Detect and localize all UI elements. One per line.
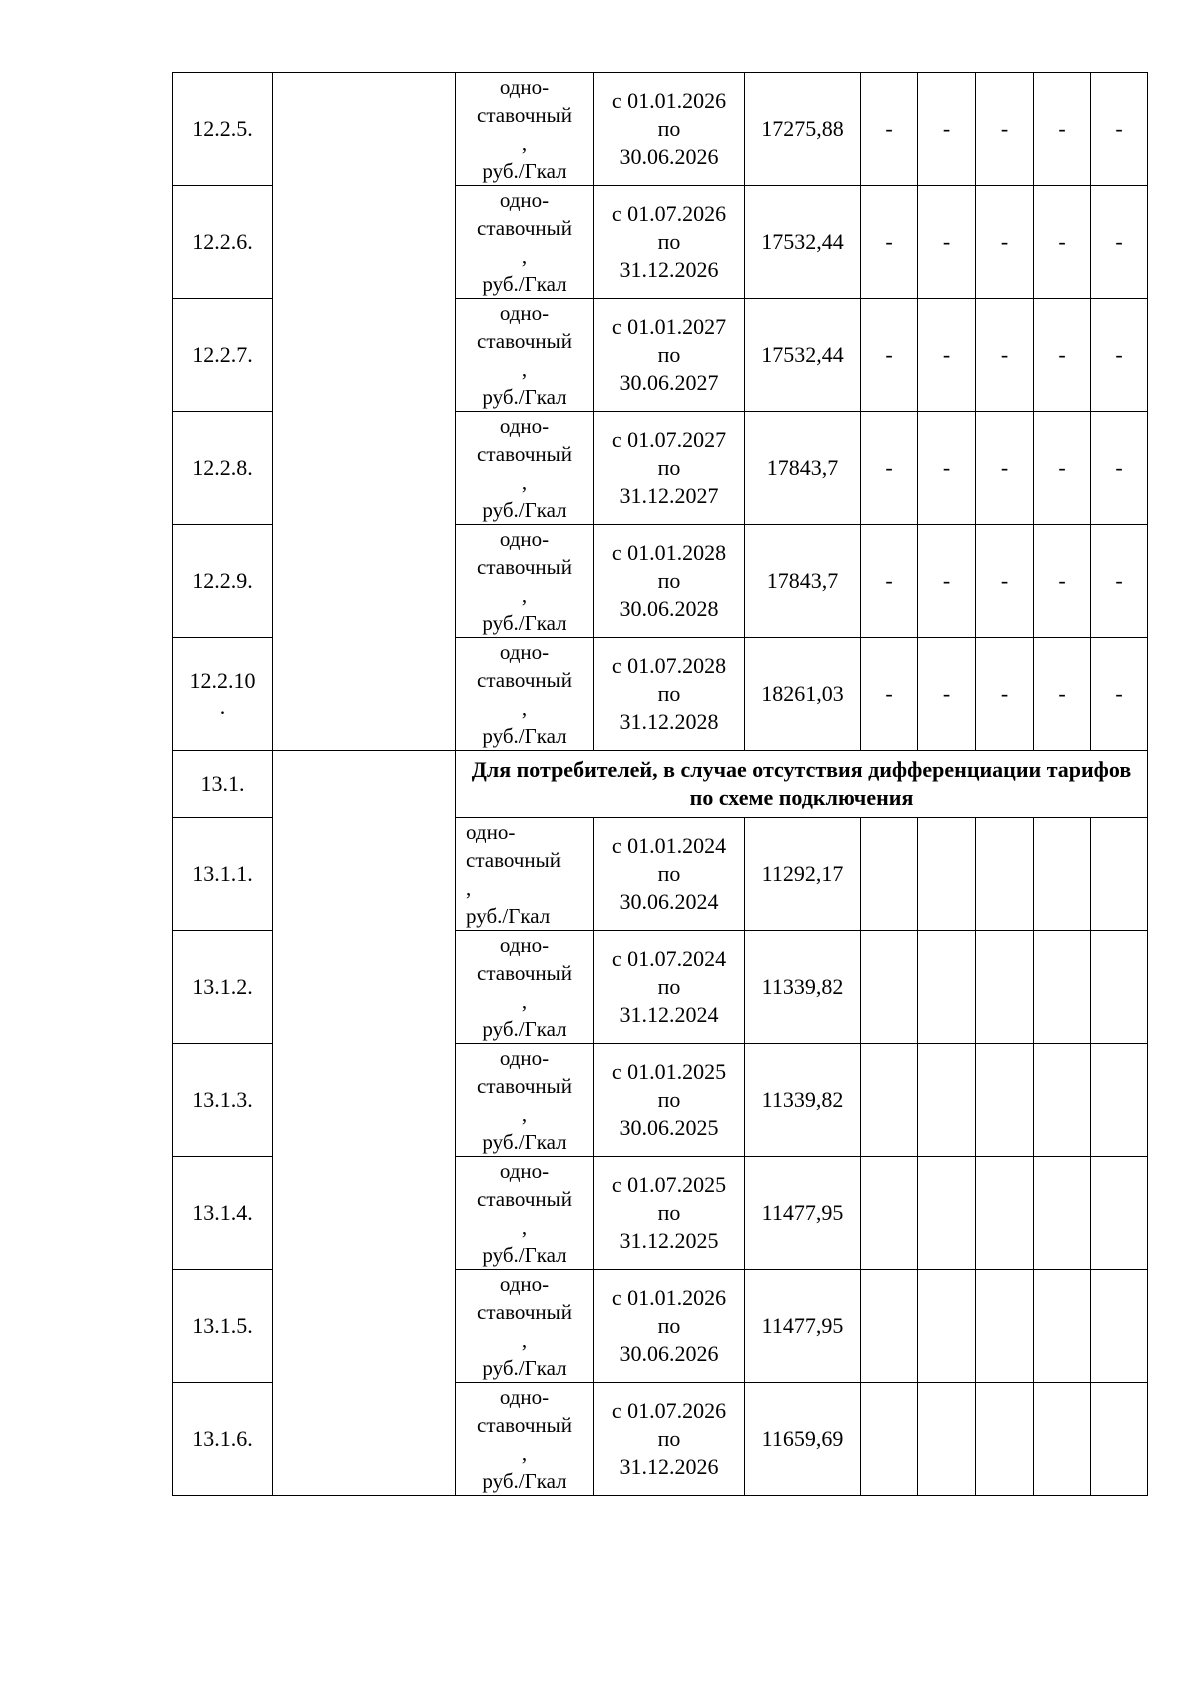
extra-cell: -: [1034, 299, 1091, 412]
extra-cell: [1034, 818, 1091, 931]
tariff-type: одно- ставочный , руб./Гкал: [456, 638, 594, 751]
tariff-type: одно- ставочный , руб./Гкал: [456, 1270, 594, 1383]
extra-cell: [918, 1044, 976, 1157]
tariff-period: с 01.07.2026 по 31.12.2026: [594, 1383, 745, 1496]
extra-cell: [1034, 1044, 1091, 1157]
extra-cell: [861, 1157, 918, 1270]
row-index: 13.1.2.: [173, 931, 273, 1044]
tariff-type: одно- ставочный , руб./Гкал: [456, 525, 594, 638]
tariff-period: с 01.07.2024 по 31.12.2024: [594, 931, 745, 1044]
row-index: 13.1.1.: [173, 818, 273, 931]
extra-cell: -: [918, 73, 976, 186]
tariff-period: с 01.07.2025 по 31.12.2025: [594, 1157, 745, 1270]
extra-cell: [1034, 1157, 1091, 1270]
extra-cell: -: [976, 73, 1034, 186]
row-index: 12.2.6.: [173, 186, 273, 299]
row-index: 13.1.4.: [173, 1157, 273, 1270]
extra-cell: [1034, 1270, 1091, 1383]
extra-cell: [1034, 931, 1091, 1044]
extra-cell: -: [1034, 73, 1091, 186]
extra-cell: [976, 1044, 1034, 1157]
extra-cell: -: [1091, 186, 1148, 299]
extra-cell: [918, 1157, 976, 1270]
section-title: Для потребителей, в случае отсутствия дифференциации тарифов по схеме подключения: [456, 751, 1148, 818]
extra-cell: -: [861, 412, 918, 525]
extra-cell: -: [976, 412, 1034, 525]
section-header-row: [173, 751, 1148, 818]
row-index: 13.1.6.: [173, 1383, 273, 1496]
extra-cell: [1091, 931, 1148, 1044]
extra-cell: -: [861, 186, 918, 299]
extra-cell: [1091, 818, 1148, 931]
extra-cell: [976, 1157, 1034, 1270]
extra-cell: -: [1034, 525, 1091, 638]
extra-cell: -: [918, 638, 976, 751]
section-index: 13.1.: [173, 751, 273, 818]
consumer-group-cell: [273, 751, 456, 1496]
extra-cell: [918, 818, 976, 931]
tariff-value: 17532,44: [745, 299, 861, 412]
tariff-type: одно- ставочный , руб./Гкал: [456, 1044, 594, 1157]
tariff-type: одно- ставочный , руб./Гкал: [456, 186, 594, 299]
extra-cell: [1091, 1157, 1148, 1270]
extra-cell: [861, 1383, 918, 1496]
extra-cell: -: [918, 299, 976, 412]
extra-cell: [976, 931, 1034, 1044]
tariff-period: с 01.07.2027 по 31.12.2027: [594, 412, 745, 525]
extra-cell: -: [1034, 186, 1091, 299]
extra-cell: -: [918, 186, 976, 299]
extra-cell: -: [861, 525, 918, 638]
extra-cell: -: [976, 299, 1034, 412]
extra-cell: [918, 931, 976, 1044]
extra-cell: [861, 1044, 918, 1157]
tariff-type: одно- ставочный , руб./Гкал: [456, 412, 594, 525]
tariff-period: с 01.07.2028 по 31.12.2028: [594, 638, 745, 751]
row-index: 12.2.7.: [173, 299, 273, 412]
extra-cell: -: [1034, 638, 1091, 751]
tariff-value: 17843,7: [745, 525, 861, 638]
extra-cell: -: [1034, 412, 1091, 525]
extra-cell: [1034, 1383, 1091, 1496]
extra-cell: -: [1091, 299, 1148, 412]
extra-cell: [861, 818, 918, 931]
row-index: 13.1.5.: [173, 1270, 273, 1383]
tariff-type: одно- ставочный , руб./Гкал: [456, 931, 594, 1044]
extra-cell: [976, 1270, 1034, 1383]
extra-cell: -: [1091, 525, 1148, 638]
extra-cell: -: [976, 638, 1034, 751]
tariff-period: с 01.01.2025 по 30.06.2025: [594, 1044, 745, 1157]
row-index: 12.2.9.: [173, 525, 273, 638]
row-index: 12.2.10 .: [173, 638, 273, 751]
extra-cell: -: [861, 638, 918, 751]
tariff-value: 11477,95: [745, 1270, 861, 1383]
extra-cell: [1091, 1044, 1148, 1157]
tariff-value: 11339,82: [745, 931, 861, 1044]
tariff-period: с 01.01.2028 по 30.06.2028: [594, 525, 745, 638]
tariff-value: 11339,82: [745, 1044, 861, 1157]
tariff-value: 18261,03: [745, 638, 861, 751]
tariff-table: [172, 72, 1148, 1496]
tariff-period: с 01.01.2027 по 30.06.2027: [594, 299, 745, 412]
table-row: [173, 73, 1148, 186]
extra-cell: -: [1091, 412, 1148, 525]
tariff-value: 11477,95: [745, 1157, 861, 1270]
extra-cell: -: [918, 525, 976, 638]
extra-cell: [1091, 1383, 1148, 1496]
extra-cell: [918, 1383, 976, 1496]
tariff-type: одно- ставочный , руб./Гкал: [456, 299, 594, 412]
extra-cell: -: [918, 412, 976, 525]
row-index: 12.2.5.: [173, 73, 273, 186]
extra-cell: -: [976, 186, 1034, 299]
tariff-value: 17532,44: [745, 186, 861, 299]
extra-cell: [1091, 1270, 1148, 1383]
extra-cell: -: [861, 299, 918, 412]
row-index: 12.2.8.: [173, 412, 273, 525]
extra-cell: [918, 1270, 976, 1383]
tariff-value: 11659,69: [745, 1383, 861, 1496]
tariff-period: с 01.01.2026 по 30.06.2026: [594, 73, 745, 186]
extra-cell: [861, 931, 918, 1044]
extra-cell: -: [861, 73, 918, 186]
row-index: 13.1.3.: [173, 1044, 273, 1157]
tariff-type: одно- ставочный , руб./Гкал: [456, 818, 594, 931]
tariff-value: 17275,88: [745, 73, 861, 186]
extra-cell: -: [1091, 73, 1148, 186]
tariff-type: одно- ставочный , руб./Гкал: [456, 1157, 594, 1270]
tariff-type: одно- ставочный , руб./Гкал: [456, 73, 594, 186]
extra-cell: [976, 818, 1034, 931]
extra-cell: [976, 1383, 1034, 1496]
tariff-period: с 01.01.2024 по 30.06.2024: [594, 818, 745, 931]
tariff-value: 11292,17: [745, 818, 861, 931]
extra-cell: -: [976, 525, 1034, 638]
tariff-value: 17843,7: [745, 412, 861, 525]
extra-cell: -: [1091, 638, 1148, 751]
extra-cell: [861, 1270, 918, 1383]
tariff-period: с 01.01.2026 по 30.06.2026: [594, 1270, 745, 1383]
tariff-period: с 01.07.2026 по 31.12.2026: [594, 186, 745, 299]
consumer-group-cell: [273, 73, 456, 751]
tariff-type: одно- ставочный , руб./Гкал: [456, 1383, 594, 1496]
